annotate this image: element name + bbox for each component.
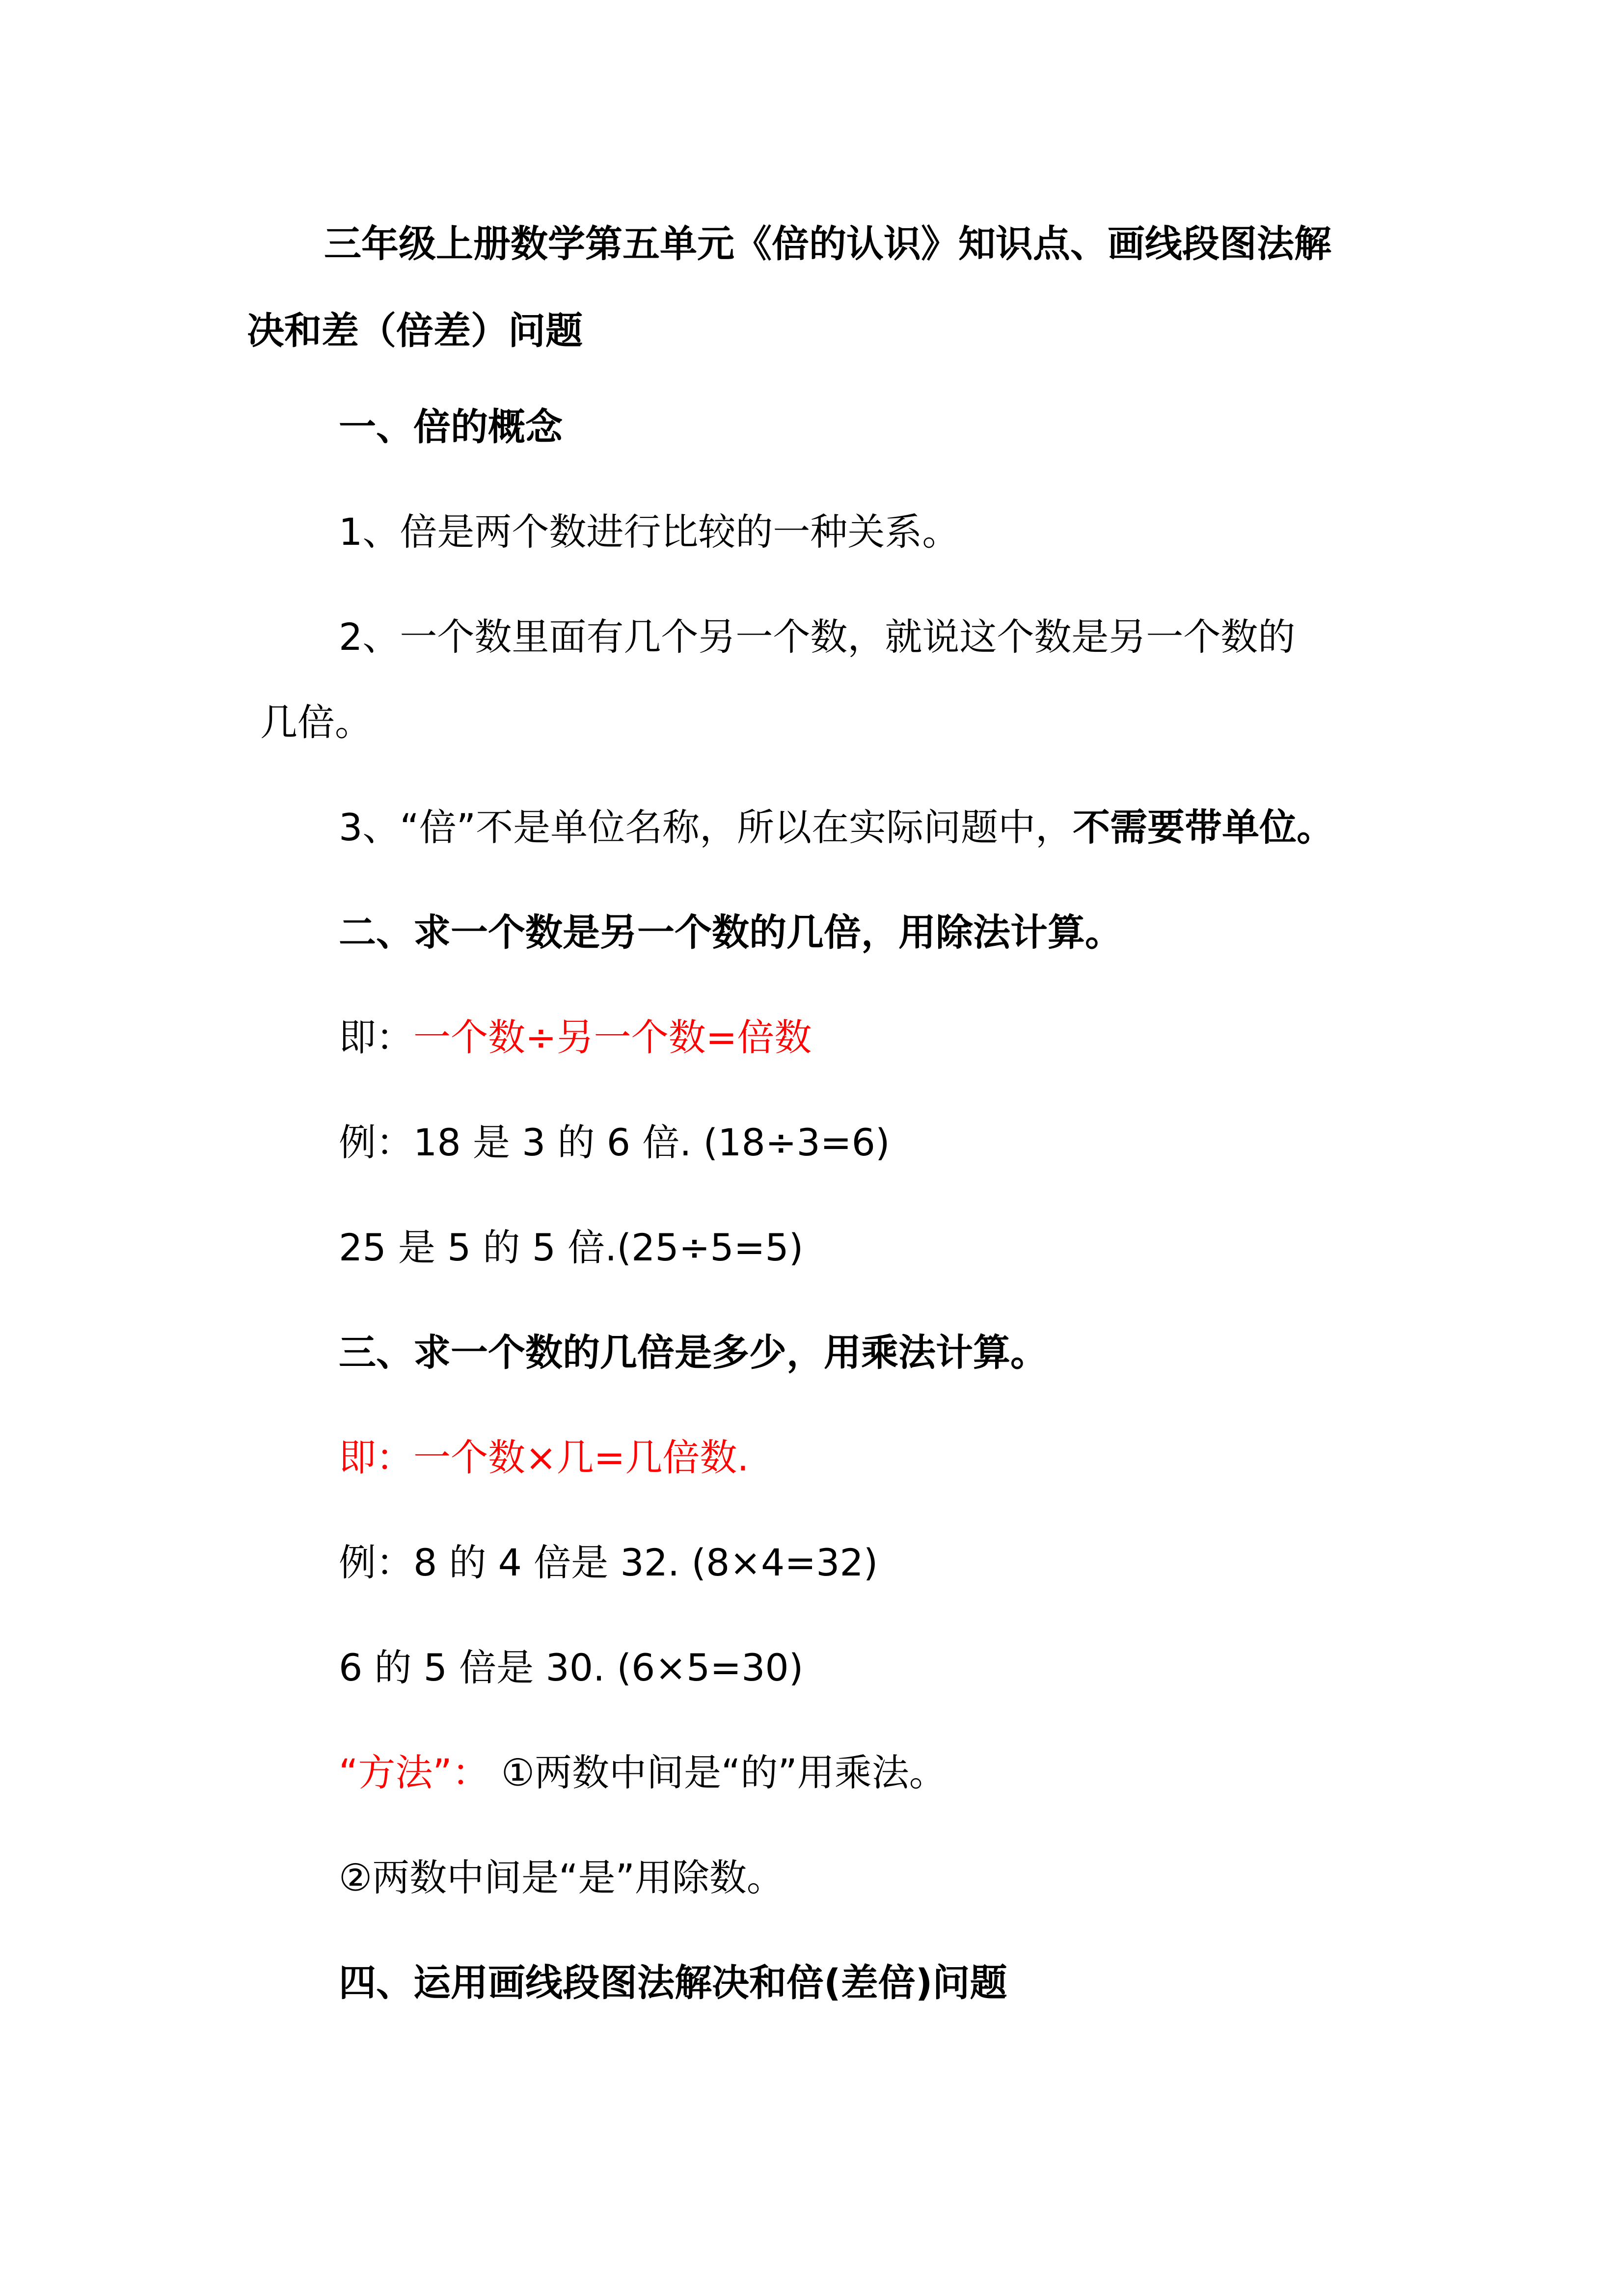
section-2-heading: 二、求一个数是另一个数的几倍，用除法计算。 <box>339 910 1122 954</box>
section-3-method-1-text: ①两数中间是“的”用乘法。 <box>489 1751 947 1794</box>
section-3-formula: 即：一个数×几=几倍数. <box>339 1436 749 1479</box>
document-title-line-1: 三年级上册数学第五单元《倍的认识》知识点、画线段图法解 <box>324 222 1331 266</box>
section-2-example-1: 例：18 是 3 的 6 倍. (18÷3=6) <box>339 1121 890 1164</box>
section-2-formula-prefix: 即： <box>339 1015 413 1059</box>
section-3-example-1: 例：8 的 4 倍是 32. (8×4=32) <box>339 1541 878 1584</box>
section-3-example-2: 6 的 5 倍是 30. (6×5=30) <box>339 1646 804 1689</box>
section-3-method-2: ②两数中间是“是”用除数。 <box>339 1856 784 1899</box>
section-1-item-2-line-1: 2、一个数里面有几个另一个数，就说这个数是另一个数的 <box>339 615 1296 659</box>
section-3-method-1 <box>339 1748 947 1797</box>
section-1-heading: 一、倍的概念 <box>339 405 563 449</box>
section-1-item-3-emphasis: 不需要带单位。 <box>1073 805 1334 849</box>
section-2-formula <box>339 1013 812 1062</box>
section-1-item-2-line-2: 几倍。 <box>260 700 372 744</box>
section-4-heading: 四、运用画线段图法解决和倍(差倍)问题 <box>339 1961 1007 2004</box>
section-3-heading: 三、求一个数的几倍是多少，用乘法计算。 <box>339 1331 1048 1374</box>
document-title-line-2: 决和差（倍差）问题 <box>247 309 583 352</box>
section-1-item-1: 1、倍是两个数进行比较的一种关系。 <box>339 510 960 554</box>
section-1-item-3 <box>339 803 1334 852</box>
section-2-formula-text: 一个数÷另一个数=倍数 <box>413 1015 812 1059</box>
section-1-item-3-text: 3、“倍”不是单位名称，所以在实际问题中， <box>339 805 1073 849</box>
section-2-example-2: 25 是 5 的 5 倍.(25÷5=5) <box>339 1226 804 1269</box>
section-3-method-label: “方法”： <box>339 1751 489 1794</box>
